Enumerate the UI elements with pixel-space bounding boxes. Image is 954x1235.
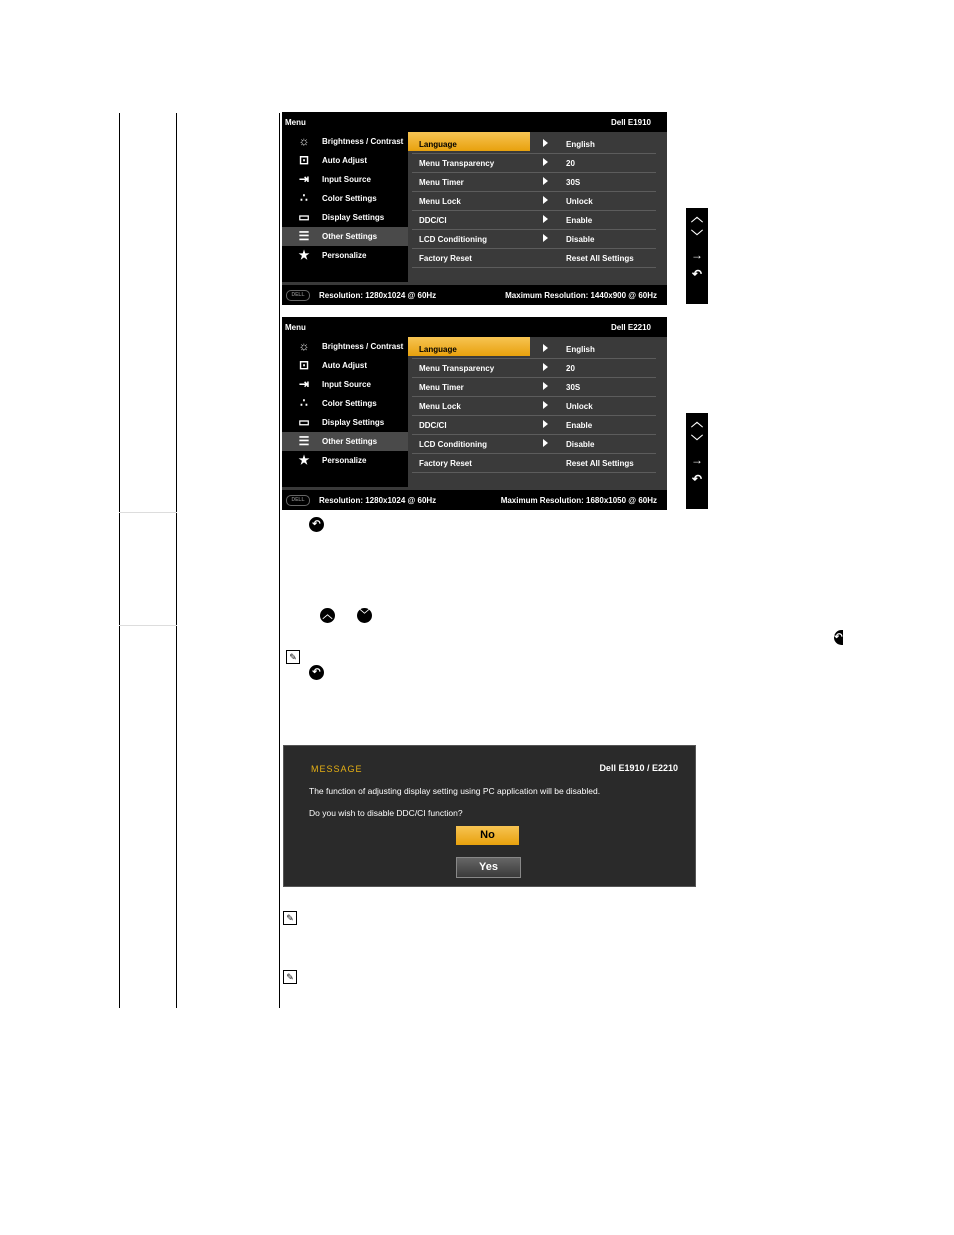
triangle-right-icon	[543, 382, 548, 390]
osd-item-other-settings[interactable]	[282, 227, 408, 246]
osd-item-display-settings[interactable]	[282, 208, 408, 227]
osd-resolution: Resolution: 1280x1024 @ 60Hz	[319, 496, 437, 505]
enter-arrow-icon[interactable]: →	[691, 248, 703, 262]
table-border-left	[119, 113, 120, 1008]
osd-item-color-settings[interactable]	[282, 394, 408, 413]
osd-row-language[interactable]	[408, 135, 656, 154]
osd-item-display-settings[interactable]	[282, 413, 408, 432]
chevron-up-icon[interactable]: ︿	[690, 210, 703, 224]
osd-status-bar	[282, 490, 667, 510]
osd-row-name: Menu Timer	[419, 383, 464, 392]
note-pencil-icon: ✎	[283, 911, 297, 925]
triangle-right-icon	[543, 139, 548, 147]
chevron-down-icon[interactable]: ﹀	[690, 434, 703, 448]
yes-button[interactable]: Yes	[456, 857, 521, 878]
osd-max-resolution: Maximum Resolution: 1440x900 @ 60Hz	[505, 291, 657, 300]
osd-item-label: Brightness / Contrast	[322, 137, 404, 146]
divider	[412, 267, 656, 268]
osd-item-label: Input Source	[322, 380, 371, 389]
message-title: MESSAGE	[311, 764, 363, 774]
osd-item-personalize[interactable]	[282, 451, 408, 470]
osd-row-menu-transparency[interactable]	[408, 154, 656, 173]
back-arrow-icon[interactable]: ↶	[691, 472, 703, 486]
osd-row-menu-timer[interactable]	[408, 173, 656, 192]
auto-adjust-icon: ⊡	[298, 153, 310, 167]
osd-row-menu-timer[interactable]	[408, 378, 656, 397]
osd-row-value: 30S	[566, 178, 581, 187]
osd-item-label: Color Settings	[322, 399, 377, 408]
back-button-icon: ↶	[309, 665, 324, 680]
osd-item-label: Other Settings	[322, 232, 378, 241]
star-icon: ★	[298, 248, 310, 262]
osd-row-name: Factory Reset	[419, 254, 472, 263]
osd-item-label: Auto Adjust	[322, 156, 368, 165]
osd-menu-e1910	[282, 112, 667, 305]
osd-row-value: English	[566, 345, 595, 354]
osd-item-input-source[interactable]	[282, 375, 408, 394]
osd-row-lcd-conditioning[interactable]	[408, 230, 656, 249]
osd-row-value: Reset All Settings	[566, 459, 634, 468]
osd-left-menu	[282, 132, 408, 282]
osd-item-label: Input Source	[322, 175, 371, 184]
osd-row-name: LCD Conditioning	[419, 440, 487, 449]
osd-row-value: Reset All Settings	[566, 254, 634, 263]
divider	[412, 472, 656, 473]
sliders-icon: ☰	[298, 229, 310, 243]
chevron-down-icon[interactable]: ﹀	[690, 229, 703, 243]
osd-item-label: Personalize	[322, 251, 367, 260]
input-source-icon: ⇥	[298, 172, 310, 186]
osd-row-name: Menu Transparency	[419, 364, 495, 373]
dell-logo-icon: DELL	[286, 495, 310, 506]
triangle-right-icon	[543, 234, 548, 242]
osd-item-label: Brightness / Contrast	[322, 342, 404, 351]
triangle-right-icon	[543, 420, 548, 428]
osd-row-menu-lock[interactable]	[408, 397, 656, 416]
triangle-right-icon	[543, 158, 548, 166]
osd-item-auto-adjust[interactable]	[282, 356, 408, 375]
osd-item-label: Color Settings	[322, 194, 377, 203]
osd-row-name: Menu Lock	[419, 197, 461, 206]
input-source-icon: ⇥	[298, 377, 310, 391]
osd-row-name: Language	[419, 140, 457, 149]
osd-row-name: Language	[419, 345, 457, 354]
sun-icon: ☼	[298, 134, 310, 148]
osd-title-bar	[282, 112, 667, 132]
osd-row-name: Menu Transparency	[419, 159, 495, 168]
table-border-right	[279, 113, 280, 1008]
message-model: Dell E1910 / E2210	[599, 763, 678, 773]
osd-row-value: Unlock	[566, 197, 593, 206]
triangle-right-icon	[543, 177, 548, 185]
osd-item-label: Auto Adjust	[322, 361, 368, 370]
osd-status-bar	[282, 285, 667, 305]
osd-row-value: Unlock	[566, 402, 593, 411]
table-row-divider	[119, 512, 177, 513]
osd-item-personalize[interactable]	[282, 246, 408, 265]
message-question: Do you wish to disable DDC/CI function?	[309, 808, 463, 818]
osd-menu-title: Menu	[285, 323, 306, 332]
no-button[interactable]: No	[456, 826, 519, 845]
osd-row-value: 20	[566, 364, 575, 373]
down-button-icon: ﹀	[357, 608, 372, 623]
osd-row-value: Enable	[566, 421, 593, 430]
osd-item-auto-adjust[interactable]	[282, 151, 408, 170]
osd-row-language[interactable]	[408, 340, 656, 359]
osd-menu-title: Menu	[285, 118, 306, 127]
osd-row-factory-reset[interactable]	[408, 249, 656, 268]
osd-button-strip	[686, 208, 708, 304]
sliders-icon: ☰	[298, 434, 310, 448]
osd-item-label: Display Settings	[322, 213, 385, 222]
osd-row-menu-transparency[interactable]	[408, 359, 656, 378]
osd-row-value: 30S	[566, 383, 581, 392]
osd-resolution: Resolution: 1280x1024 @ 60Hz	[319, 291, 437, 300]
note-pencil-icon: ✎	[283, 970, 297, 984]
osd-item-label: Display Settings	[322, 418, 385, 427]
osd-item-other-settings[interactable]	[282, 432, 408, 451]
osd-model: Dell E1910	[610, 118, 651, 127]
osd-row-value: English	[566, 140, 595, 149]
osd-title-bar	[282, 317, 667, 337]
ddcci-message-dialog	[283, 745, 696, 887]
table-border-mid	[176, 113, 177, 1008]
osd-row-ddcci[interactable]	[408, 211, 656, 230]
up-button-icon: ︿	[320, 608, 335, 623]
display-rect-icon: ▭	[298, 415, 310, 429]
triangle-right-icon	[543, 344, 548, 352]
triangle-right-icon	[543, 439, 548, 447]
osd-row-value: 20	[566, 159, 575, 168]
chevron-up-icon[interactable]: ︿	[690, 415, 703, 429]
osd-row-name: LCD Conditioning	[419, 235, 487, 244]
osd-button-strip	[686, 413, 708, 509]
osd-row-value: Enable	[566, 216, 593, 225]
triangle-right-icon	[543, 215, 548, 223]
osd-row-name: Menu Lock	[419, 402, 461, 411]
osd-row-value: Disable	[566, 440, 595, 449]
dell-logo-icon: DELL	[286, 290, 310, 301]
star-icon: ★	[298, 453, 310, 467]
color-dots-icon: ∴	[300, 191, 308, 205]
osd-item-label: Personalize	[322, 456, 367, 465]
osd-row-lcd-conditioning[interactable]	[408, 435, 656, 454]
sun-icon: ☼	[298, 339, 310, 353]
auto-adjust-icon: ⊡	[298, 358, 310, 372]
back-button-icon: ↶	[309, 517, 324, 532]
osd-row-name: DDC/CI	[419, 421, 447, 430]
osd-row-factory-reset[interactable]	[408, 454, 656, 473]
back-arrow-icon[interactable]: ↶	[691, 267, 703, 281]
osd-row-ddcci[interactable]	[408, 416, 656, 435]
osd-row-menu-lock[interactable]	[408, 192, 656, 211]
display-rect-icon: ▭	[298, 210, 310, 224]
osd-row-name: Factory Reset	[419, 459, 472, 468]
table-row-divider	[119, 625, 177, 626]
triangle-right-icon	[543, 401, 548, 409]
message-text: The function of adjusting display setting using PC application will be disabled.	[309, 786, 601, 796]
osd-left-menu	[282, 337, 408, 487]
triangle-right-icon	[543, 363, 548, 371]
osd-row-name: DDC/CI	[419, 216, 447, 225]
color-dots-icon: ∴	[300, 396, 308, 410]
osd-model: Dell E2210	[610, 323, 651, 332]
note-pencil-icon: ✎	[286, 650, 300, 664]
osd-item-brightness[interactable]	[282, 132, 408, 151]
osd-row-name: Menu Timer	[419, 178, 464, 187]
osd-item-color-settings[interactable]	[282, 189, 408, 208]
osd-item-brightness[interactable]	[282, 337, 408, 356]
osd-row-value: Disable	[566, 235, 595, 244]
back-button-icon: ↶	[834, 632, 843, 643]
osd-max-resolution: Maximum Resolution: 1680x1050 @ 60Hz	[500, 496, 657, 505]
triangle-right-icon	[543, 196, 548, 204]
osd-item-input-source[interactable]	[282, 170, 408, 189]
enter-arrow-icon[interactable]: →	[691, 453, 703, 467]
osd-item-label: Other Settings	[322, 437, 378, 446]
osd-menu-e2210	[282, 317, 667, 510]
